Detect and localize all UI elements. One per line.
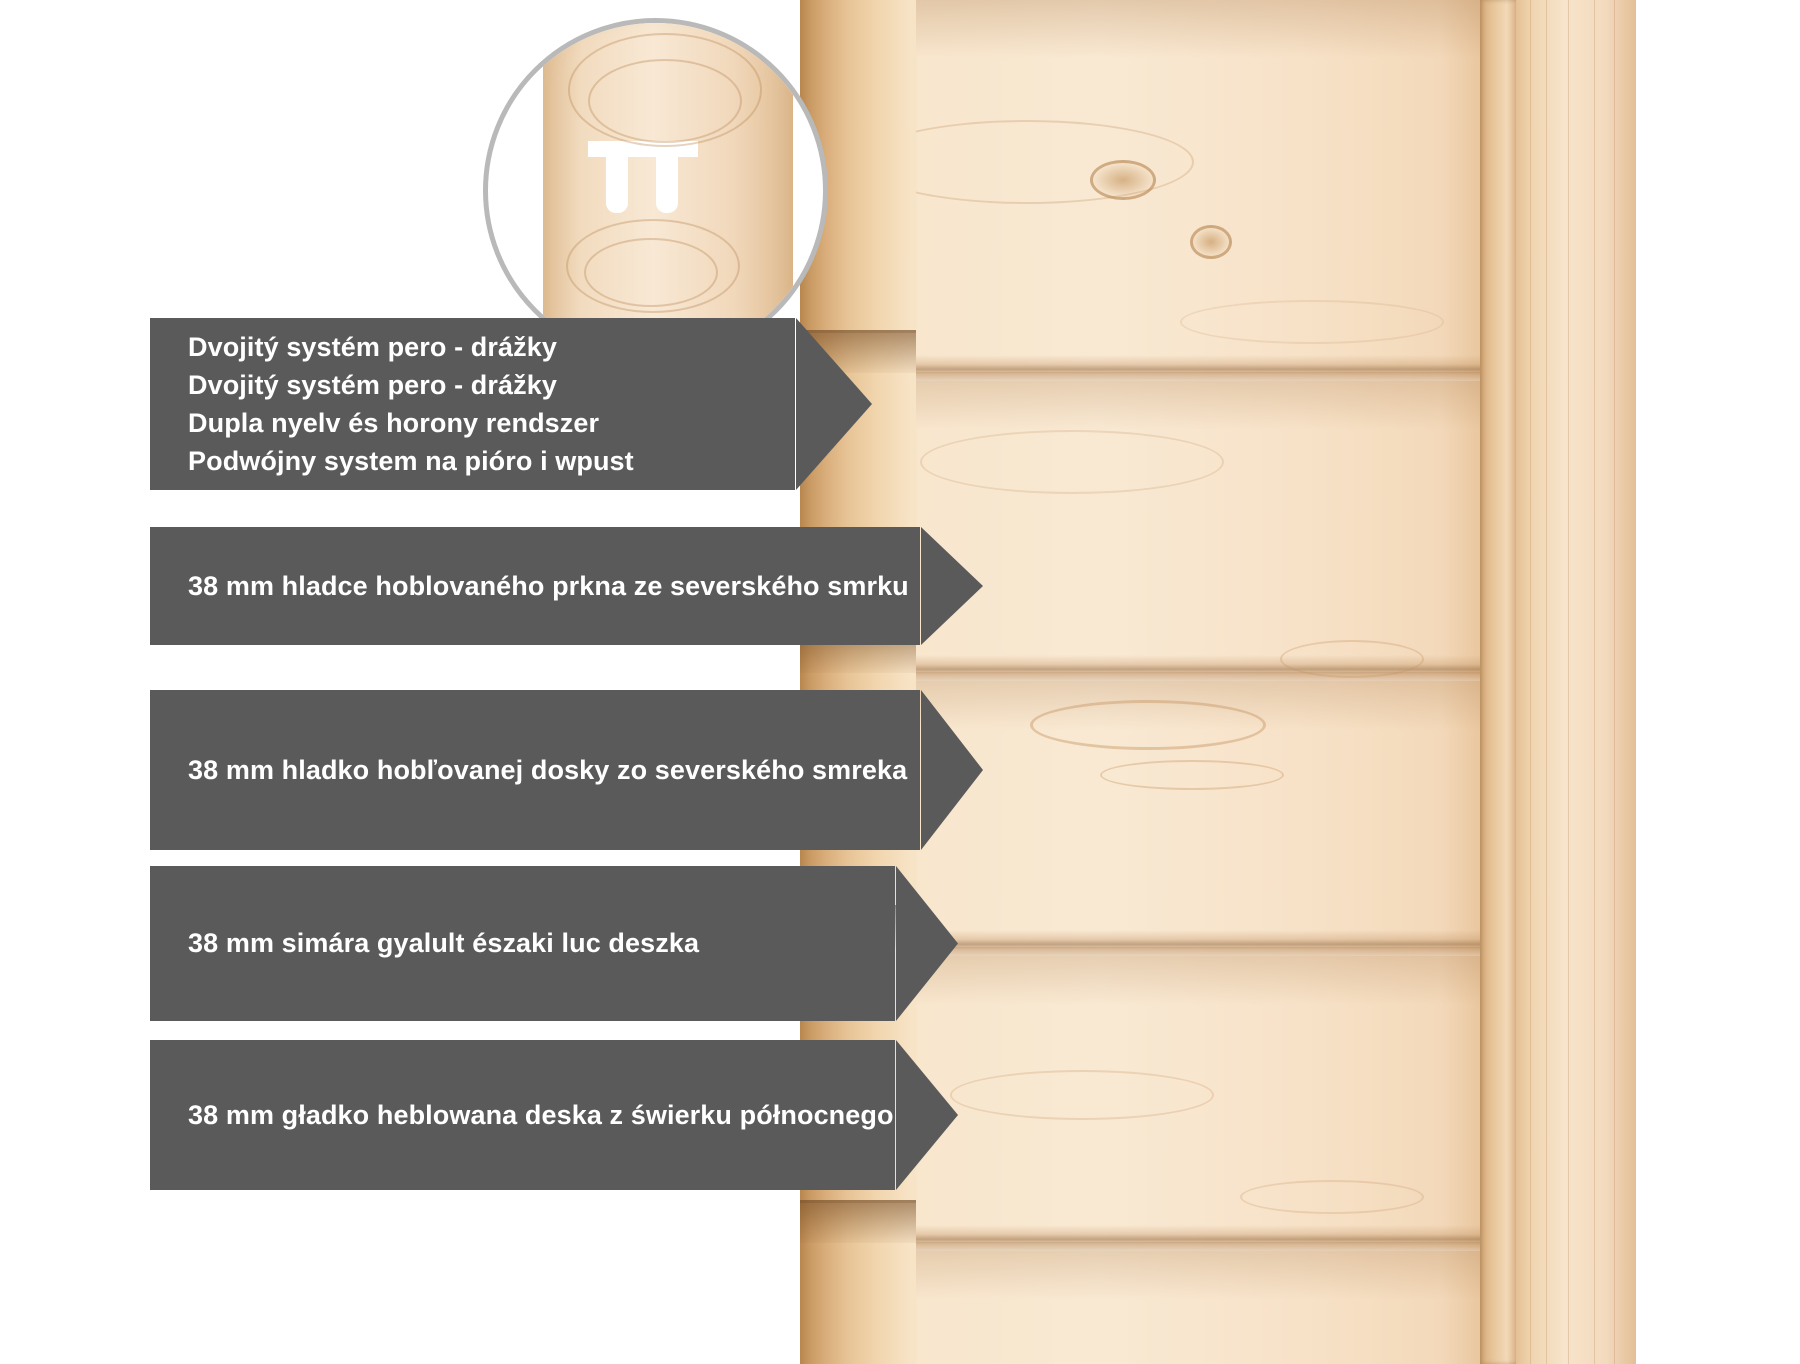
callout-line: Dupla nyelv és horony rendszer	[188, 408, 600, 438]
wood-knot	[1190, 225, 1232, 259]
wood-grain	[1180, 300, 1444, 344]
callout-line: 38 mm gładko heblowana deska z świerku północnego	[188, 1099, 894, 1130]
wood-grain	[1030, 700, 1266, 750]
callout-line: Podwójny system na pióro i wpust	[188, 446, 634, 476]
callout-board-cs	[150, 527, 920, 645]
callout-line: 38 mm simára gyalult északi luc deszka	[188, 928, 700, 958]
corner-trim-board	[1480, 0, 1516, 1364]
callout-line: 38 mm hladko hobľovanej dosky zo severského smreka	[188, 754, 908, 785]
wood-grain	[1100, 760, 1284, 790]
callout-board-sk	[150, 690, 920, 850]
groove-notch-left	[606, 151, 628, 213]
callout-line: Dvojitý systém pero - drážky	[188, 332, 557, 362]
callout-board-pl	[150, 1040, 895, 1190]
groove-notch-right	[656, 151, 678, 213]
side-panel-board	[1516, 0, 1636, 1364]
callout-line: Dvojitý systém pero - drážky	[188, 370, 557, 400]
callout-board-hu	[150, 866, 895, 1021]
callout-line: 38 mm hladce hoblovaného prkna ze severského smrku	[188, 570, 909, 601]
wood-grain	[920, 430, 1224, 494]
wood-grain	[950, 1070, 1214, 1120]
wood-grain	[1240, 1180, 1424, 1214]
callout-double-tongue-groove	[150, 318, 795, 490]
wood-knot	[1090, 160, 1156, 200]
groove-gap-top	[588, 141, 698, 157]
magnifier-content	[488, 23, 823, 358]
magnifier-circle	[483, 18, 828, 363]
